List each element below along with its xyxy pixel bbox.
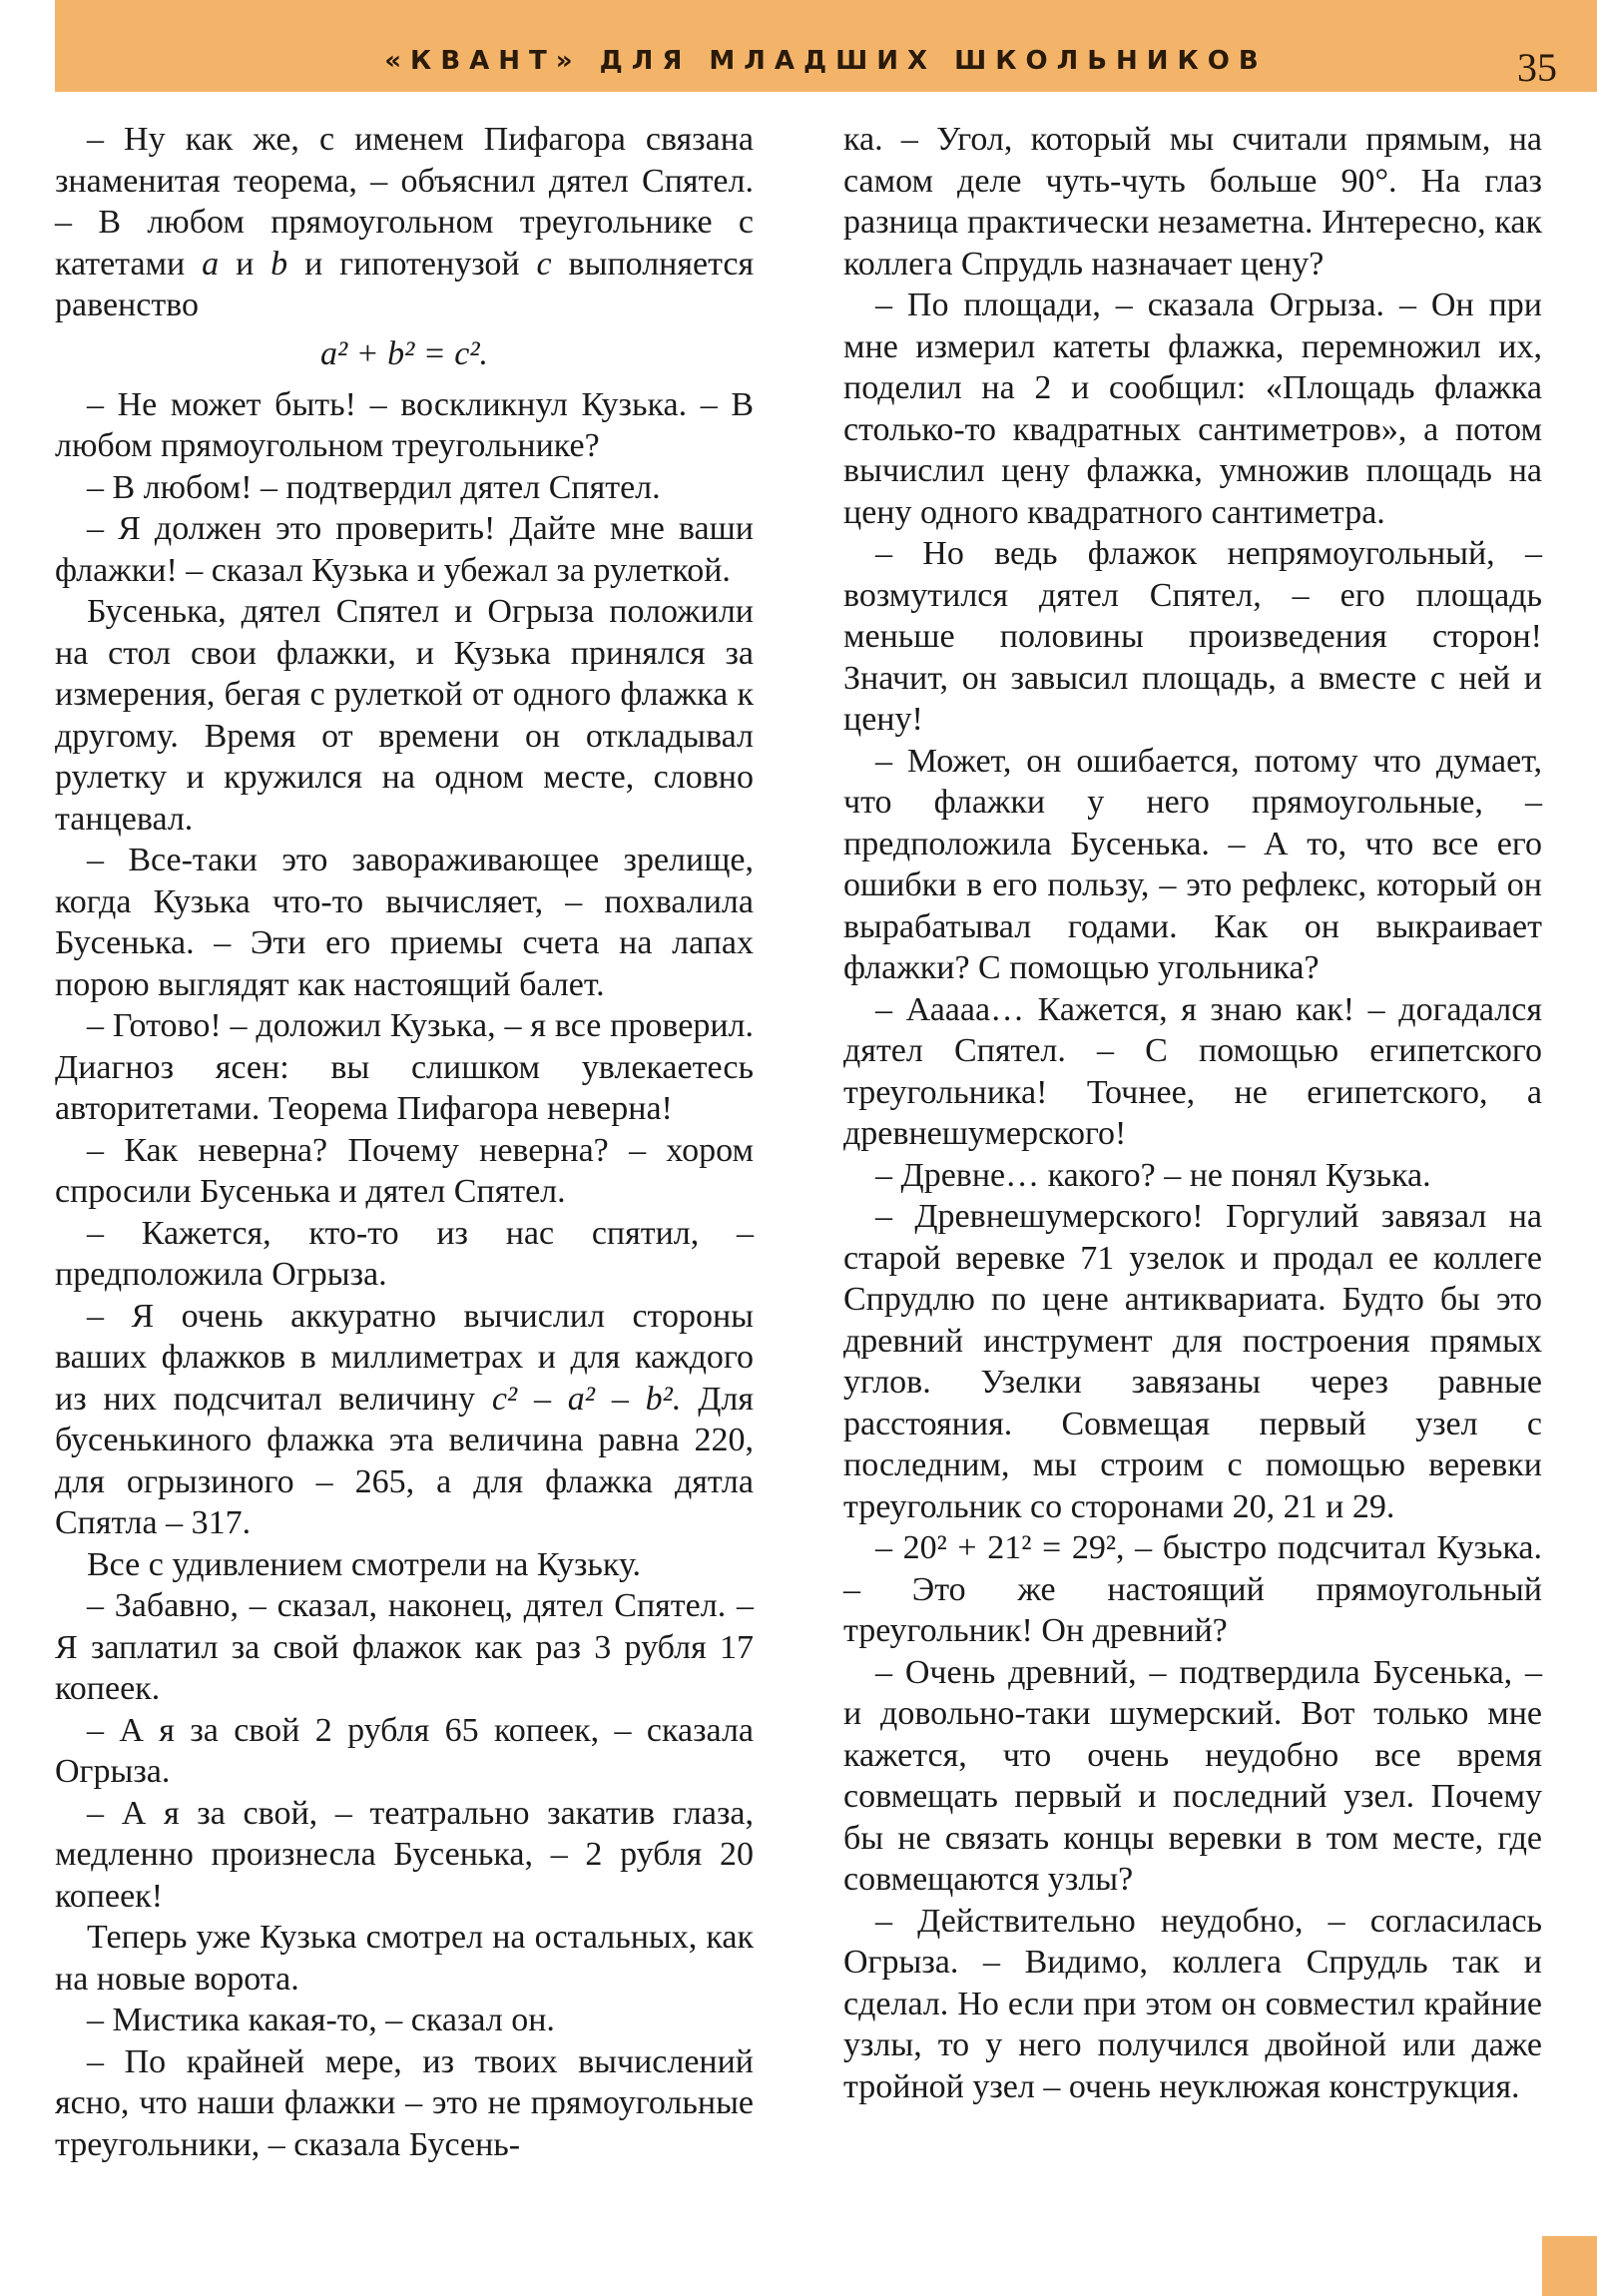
paragraph: – По площади, – сказала Огрыза. – Он при мне измерил катеты флажка, перемножил их, поделил на 2 и сообщил: «Площадь флажка столько-то квадратных сантиметров», а потом вычислил цену флажка, умножив площадь на цену одного квадратного сантиметра. — [843, 287, 1542, 531]
paragraph: – Очень древний, – подтвердила Бусенька, – и довольно-таки шумерский. Вот только мне кажется, что очень неудобно все время совмещать первый и последний узел. Почему бы не связать концы веревки в том месте, где совмещаются узлы? — [843, 1653, 1542, 1898]
paragraph: – А я за свой, – театрально закатив глаза, медленно произнесла Бусенька, – 2 рубля 20 копеек! — [55, 1794, 754, 1915]
paragraph: – Я очень аккуратно вычислил стороны ваших флажков в миллиметрах и для каждого из них подсчитал величину c² – a² – b². Для бусенькиного флажка эта величина равна 220, для огрызиного – 265, а для флажка дятла Спятла – 317. — [55, 1297, 755, 1541]
paragraph: – Мистика какая-то, – сказал он. — [87, 2002, 555, 2038]
page-number: 35 — [1517, 45, 1557, 90]
paragraph: – Но ведь флажок непрямоугольный, – возмутился дятел Спятел, – его площадь меньше половины произведения сторон! Значит, он завысил площадь, а вместе с ней и цену! — [843, 535, 1542, 738]
paragraph: – Ну как же, с именем Пифагора связана знаменитая теорема, – объяснил дятел Спятел. – В любом прямоугольном треугольнике с катетами a и b и гипотенузой c выполняется равенство — [55, 121, 755, 323]
page-header — [55, 0, 1597, 92]
paragraph: ка. – Угол, который мы считали прямым, на самом деле чуть-чуть больше 90°. На глаз разница практически незаметна. Интересно, как коллега Спрудль назначает цену? — [843, 121, 1542, 283]
paragraph: – Древнешумерского! Горгулий завязал на старой веревке 71 узелок и продал ее коллеге Спрудлю по цене антиквариата. Будто бы это древний инструмент для построения прямых углов. Узелки завязаны через равные расстояния. Совмещая первый узел с последним, мы строим с помощью веревки треугольник со сторонами 20, 21 и 29. — [843, 1198, 1542, 1525]
paragraph: – Действительно неудобно, – согласилась Огрыза. – Видимо, коллега Спрудль так и сделал. Но если при этом он совместил крайние узлы, то у него получился двойной или даже тройной узел – очень неуклюжая конструкция. — [843, 1902, 1542, 2105]
pythagorean-formula: a² + b² = c². — [319, 334, 489, 372]
left-column — [55, 119, 754, 2165]
paragraph: – Может, он ошибается, потому что думает, что флажки у него прямоугольные, – предположила Бусенька. – А то, что все его ошибки в его пользу, – это рефлекс, который он вырабатывал годами. Как он выкраивает флажки? С помощью угольника? — [843, 742, 1542, 986]
paragraph: – Я должен это проверить! Дайте мне ваши флажки! – сказал Кузька и убежал за рулеткой. — [55, 510, 754, 589]
paragraph: Бусенька, дятел Спятел и Огрыза положили на стол свои флажки, и Кузька принялся за измерения, бегая с рулеткой от одного флажка к другому. Время от времени он откладывал рулетку и кружился на одном месте, словно танцевал. — [55, 593, 754, 838]
paragraph: – Ааааа… Кажется, я знаю как! – догадался дятел Спятел. – С помощью египетского треугольника! Точнее, не египетского, а древнешумерского! — [843, 990, 1542, 1152]
paragraph: – Не может быть! – воскликнул Кузька. – В любом прямоугольном треугольнике? — [55, 385, 754, 464]
right-column — [843, 119, 1542, 2107]
paragraph: – Все-таки это завораживающее зрелище, когда Кузька что-то вычисляет, – похвалила Бусенька. – Эти его приемы счета на лапах порою выглядят как настоящий балет. — [55, 842, 754, 1003]
paragraph: – Как неверна? Почему неверна? – хором спросили Бусенька и дятел Спятел. — [55, 1131, 754, 1210]
paragraph: – 20² + 21² = 29², – быстро подсчитал Кузька. – Это же настоящий прямоугольный треугольник! Он древний? — [843, 1529, 1542, 1649]
paragraph: – Древне… какого? – не понял Кузька. — [875, 1156, 1431, 1194]
paragraph: – А я за свой 2 рубля 65 копеек, – сказала Огрыза. — [55, 1711, 754, 1790]
paragraph: – По крайней мере, из твоих вычислений ясно, что наши флажки – это не прямоугольные треугольники, – сказала Бусень- — [55, 2042, 754, 2163]
paragraph: – В любом! – подтвердил дятел Спятел. — [87, 468, 661, 506]
paragraph: – Забавно, – сказал, наконец, дятел Спятел. – Я заплатил за свой флажок как раз 3 рубля 17 копеек. — [55, 1587, 754, 1707]
paragraph: – Готово! – доложил Кузька, – я все проверил. Диагноз ясен: вы слишком увлекаетесь авторитетами. Теорема Пифагора неверна! — [55, 1007, 754, 1127]
page-corner-tab — [1542, 2236, 1597, 2296]
inline-formula: – 20² + 21² = 29², — [875, 1529, 1125, 1566]
journal-section-title: «КВАНТ» ДЛЯ МЛАДШИХ ШКОЛЬНИКОВ — [384, 46, 1268, 76]
inline-formula: c² – a² – b². — [491, 1380, 682, 1418]
paragraph: Теперь уже Кузька смотрел на остальных, как на новые ворота. — [55, 1919, 754, 1998]
paragraph: Все с удивлением смотрели на Кузьку. — [87, 1545, 642, 1583]
paragraph: – Кажется, кто-то из нас спятил, – предположила Огрыза. — [55, 1214, 754, 1293]
